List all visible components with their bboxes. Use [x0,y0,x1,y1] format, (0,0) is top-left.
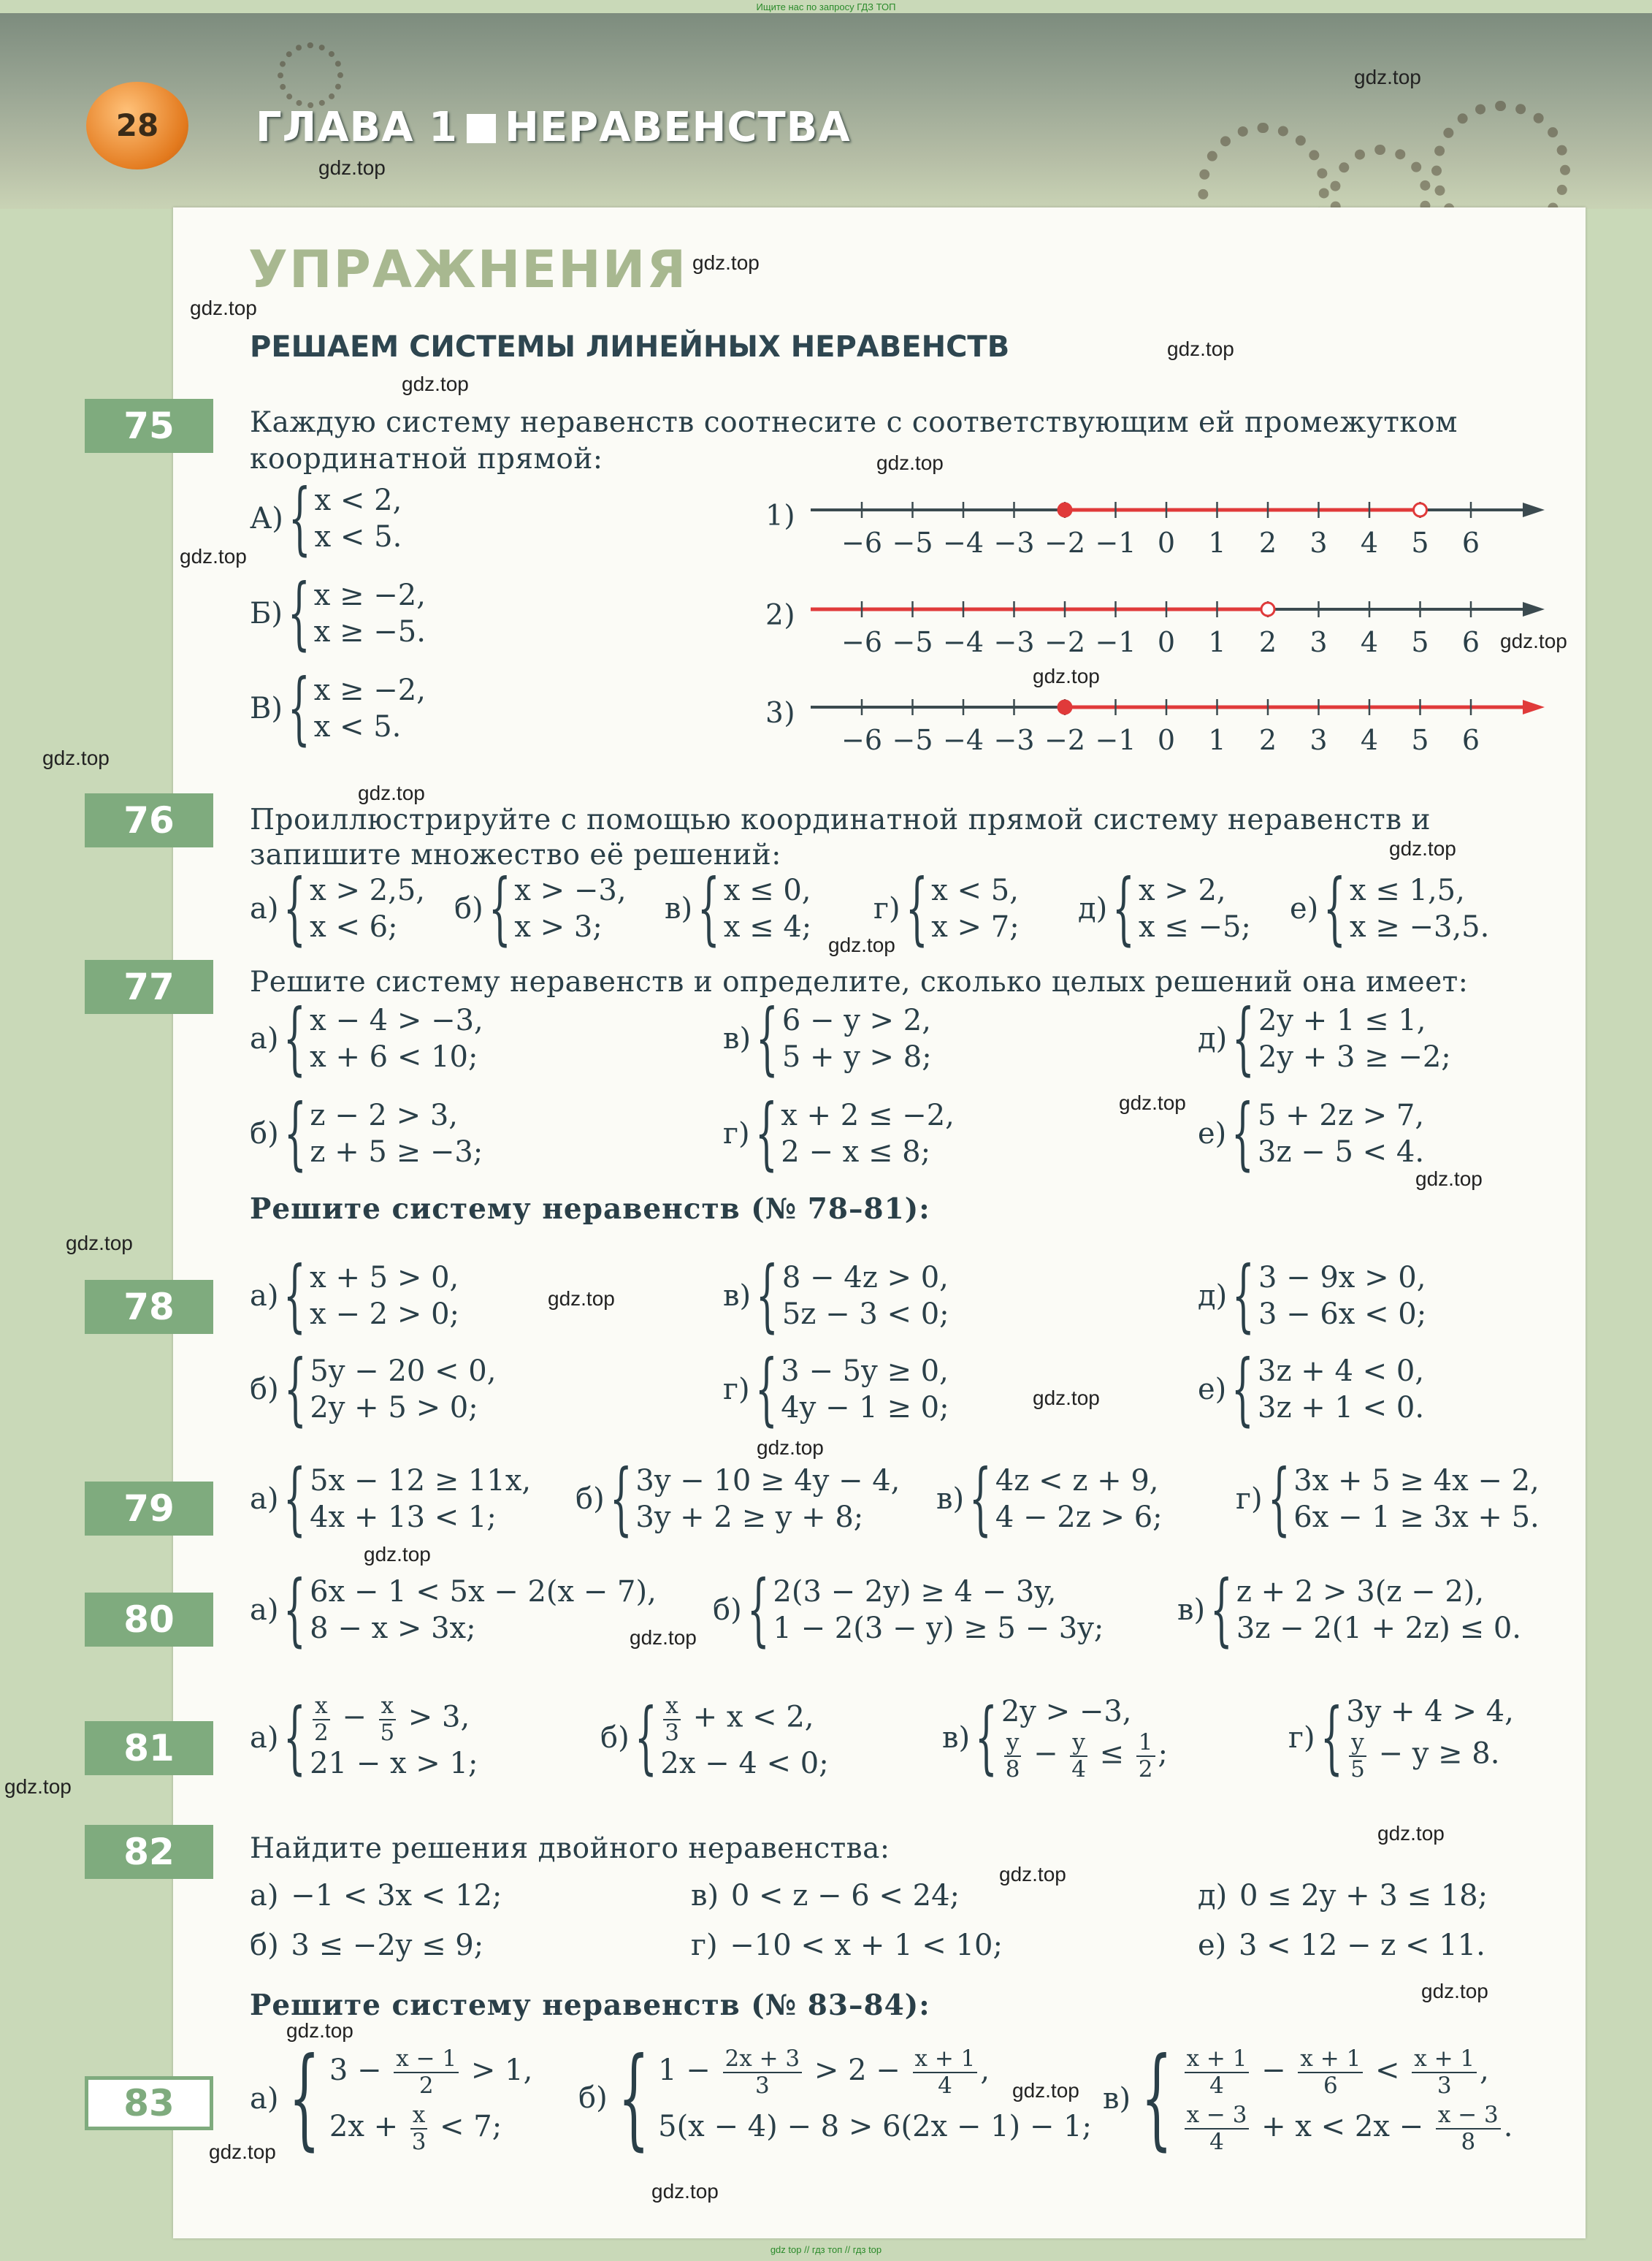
exercise-number-81: 81 [85,1721,213,1775]
open-point [1414,503,1427,516]
number-line-2 [811,589,1556,669]
ex77-text: Решите систему неравенств и определите, сколько целых решений она имеет: [250,966,1469,999]
ex76-item-a: а) { x > 2,5, x < 6; [250,863,426,955]
tick-label: 2 [1258,724,1277,756]
tick-label: −1 [1095,527,1136,559]
tick-label: 4 [1360,626,1379,658]
ex75-system-b: Б) { x ≥ −2, x ≥ −5. [250,568,426,660]
tick-label: 3 [1309,626,1328,658]
ex77-item-v: в) { 6 − y > 2, 5 + y > 8; [723,993,932,1085]
ex76-item-d: д) { x > 2, x ≤ −5; [1078,863,1251,955]
exercise-number-79: 79 [85,1482,213,1536]
watermark: gdz.top [757,1436,824,1459]
ex78-item-e: е) { 3z + 4 < 0, 3z + 1 < 0. [1198,1343,1425,1435]
ex81-item-v: в) { 2y > −3, $\frac{y}{8}$ − $\frac{y}{4}$ ≤ $\frac{1}{2}$ ; [942,1692,1168,1784]
ex75-text-2: координатной прямой: [250,443,603,476]
closed-point [1058,701,1071,714]
watermark: gdz.top [358,782,425,804]
exercise-number-80: 80 [85,1593,213,1647]
watermark: gdz.top [1119,1091,1186,1114]
tick-label: −3 [993,626,1035,658]
ex76-item-v: в) { x ≤ 0, x ≤ 4; [665,863,812,955]
watermark: gdz.top [651,2180,719,2203]
square-icon [467,114,496,143]
tick-label: −6 [841,527,883,559]
watermark: gdz.top [190,297,257,319]
top-note: Ищите нас по запросу ГДЗ ТОП [756,1,896,12]
watermark: gdz.top [4,1775,72,1798]
tick-label: −2 [1044,527,1086,559]
gear-icon [1329,145,1431,209]
ex83-item-a: а) { 3 − $\frac{x - 1}{2}$ > 1, 2x + $\frac{x}{3}$ < 7; [250,2035,533,2162]
number-line-label-3: 3) [765,697,796,730]
watermark: gdz.top [1415,1167,1483,1190]
chapter-title [256,104,851,151]
tick-label: −4 [942,724,984,756]
ex80-item-v: в) { z + 2 > 3(z − 2), 3z − 2(1 + 2z) ≤ 0. [1177,1564,1521,1656]
tick-label: 1 [1208,527,1226,559]
ex77-item-g: г) { x + 2 ≤ −2, 2 − x ≤ 8; [723,1088,955,1180]
bottom-note: gdz top // гдз топ // гдз top [770,2244,882,2255]
watermark: gdz.top [180,545,247,568]
tick-label: 1 [1208,626,1226,658]
ex81-item-b: б) { $\frac{x}{3}$ + x < 2, 2x − 4 < 0; [600,1692,829,1784]
number-line-label-1: 1) [765,500,796,533]
watermark: gdz.top [1033,665,1100,687]
ex79-item-v: в) { 4z < z + 9, 4 − 2z > 6; [936,1453,1163,1545]
tick-label: 0 [1157,527,1176,559]
ex82-item-b: б) 3 ≤ −2y ≤ 9; [250,1929,484,1962]
arrow-icon [1523,503,1545,517]
tick-label: 5 [1411,626,1429,658]
ex75-system-a: А) { x < 2, x < 5. [250,473,402,565]
tick-label: 6 [1461,724,1480,756]
tick-label: −1 [1095,626,1136,658]
gear-icon [278,42,343,108]
watermark: gdz.top [692,251,760,274]
ex78-item-v: в) { 8 − 4z > 0, 5z − 3 < 0; [723,1250,949,1342]
watermark: gdz.top [548,1287,615,1310]
ex82-item-e: е) 3 < 12 − z < 11. [1198,1929,1485,1962]
watermark: gdz.top [1389,837,1456,860]
ex76-item-e: е) { x ≤ 1,5, x ≥ −3,5. [1290,863,1490,955]
exercise-number-82: 82 [85,1825,213,1879]
exercise-number-77: 77 [85,960,213,1014]
subsection-title: РЕШАЕМ СИСТЕМЫ ЛИНЕЙНЫХ НЕРАВЕНСТВ [250,330,1010,364]
open-point [1261,603,1274,616]
watermark: gdz.top [209,2140,276,2163]
tick-label: 6 [1461,626,1480,658]
tick-label: 1 [1208,724,1226,756]
watermark: gdz.top [42,747,110,769]
watermark: gdz.top [66,1232,133,1254]
tick-label: −5 [892,724,933,756]
tick-label: −2 [1044,724,1086,756]
ex82-item-v: в) 0 < z − 6 < 24; [691,1879,960,1913]
watermark: gdz.top [828,934,895,956]
ex81-item-a: а) { $\frac{x}{2}$ − $\frac{x}{5}$ > 3, 21 − x > 1; [250,1692,478,1784]
ex80-item-a: а) { 6x − 1 < 5x − 2(x − 7), 8 − x > 3x; [250,1564,657,1656]
watermark: gdz.top [1421,1980,1488,2002]
tick-label: 3 [1309,527,1328,559]
tick-label: 2 [1258,626,1277,658]
tick-label: 0 [1157,626,1176,658]
ex77-item-e: е) { 5 + 2z > 7, 3z − 5 < 4. [1198,1088,1425,1180]
tick-label: −2 [1044,626,1086,658]
tick-label: 2 [1258,527,1277,559]
tick-label: −5 [892,626,933,658]
watermark: gdz.top [402,373,469,395]
tick-label: −1 [1095,724,1136,756]
ex78-item-a: а) { x + 5 > 0, x − 2 > 0; [250,1250,459,1342]
chapter-prefix: ГЛАВА 1 [256,104,459,151]
tick-label: −4 [942,527,984,559]
ex82-text: Найдите решения двойного неравенства: [250,1832,890,1865]
heading-78-81: Решите систему неравенств (№ 78–81): [250,1192,930,1226]
gear-icon [1198,123,1329,209]
tick-label: 5 [1411,527,1429,559]
ex82-item-g: г) −10 < x + 1 < 10; [691,1929,1003,1962]
ex78-item-d: д) { 3 − 9x > 0, 3 − 6x < 0; [1198,1250,1427,1342]
chapter-name: НЕРАВЕНСТВА [505,104,851,151]
tick-label: 6 [1461,527,1480,559]
ex81-item-g: г) { 3y + 4 > 4, $\frac{y}{5}$ − y ≥ 8. [1288,1692,1514,1784]
exercise-number-83: 83 [85,2076,213,2130]
tick-label: −6 [841,626,883,658]
tick-label: −3 [993,724,1035,756]
watermark: gdz.top [1167,338,1234,360]
watermark: gdz.top [1033,1387,1100,1409]
watermark: gdz.top [318,156,386,179]
tick-label: 5 [1411,724,1429,756]
arrow-icon [1523,700,1545,714]
ex78-item-g: г) { 3 − 5y ≥ 0, 4y − 1 ≥ 0; [723,1343,949,1435]
gear-icon [1431,101,1570,209]
watermark: gdz.top [286,2019,353,2042]
tick-label: −4 [942,626,984,658]
exercise-number-76: 76 [85,793,213,847]
number-line-label-2: 2) [765,599,796,632]
section-title: УПРАЖНЕНИЯ [248,240,688,300]
tick-label: 4 [1360,527,1379,559]
tick-label: −3 [993,527,1035,559]
watermark: gdz.top [630,1626,697,1649]
ex75-text: Каждую систему неравенств соотнесите с соответствующим ей промежутком [250,406,1458,439]
tick-label: −5 [892,527,933,559]
number-line-3 [811,687,1556,767]
number-line-1 [811,489,1556,570]
ex79-item-g: г) { 3x + 5 ≥ 4x − 2, 6x − 1 ≥ 3x + 5. [1236,1453,1540,1545]
closed-point [1058,503,1071,516]
ex76-text: Проиллюстрируйте с помощью координатной прямой систему неравенств и [250,804,1431,836]
ex76-text-2: запишите множество её решений: [250,839,781,872]
watermark: gdz.top [1354,66,1421,88]
heading-83-84: Решите систему неравенств (№ 83–84): [250,1989,930,2022]
tick-label: 3 [1309,724,1328,756]
watermark: gdz.top [876,451,944,474]
ex77-item-d: д) { 2y + 1 ≤ 1, 2y + 3 ≥ −2; [1198,993,1451,1085]
ex83-item-b: б) { 1 − $\frac{2x + 3}{3}$ > 2 − $\frac{x + 1}{4}$ , 5(x − 4) − 8 > 6(2x − 1) − 1; [578,2034,1093,2162]
ex78-item-b: б) { 5y − 20 < 0, 2y + 5 > 0; [250,1343,497,1435]
ex79-item-a: а) { 5x − 12 ≥ 11x, 4x + 13 < 1; [250,1453,532,1545]
ex83-item-v: в) { $\frac{x + 1}{4}$ − $\frac{x + 1}{6}$ < $\frac{x + 1}{3}$ , $\frac{x - 3}{4}$ + x < 2x − $\frac{x - 3}{8}$ . [1103,2035,1513,2162]
ex76-item-b: б) { x > −3, x > 3; [454,863,627,955]
tick-label: −6 [841,724,883,756]
watermark: gdz.top [999,1863,1066,1886]
watermark: gdz.top [364,1543,431,1566]
ex82-item-d: д) 0 ≤ 2y + 3 ≤ 18; [1198,1879,1488,1913]
arrow-icon [1523,602,1545,617]
ex79-item-b: б) { 3y − 10 ≥ 4y − 4, 3y + 2 ≥ y + 8; [575,1453,900,1545]
exercise-number-78: 78 [85,1280,213,1334]
ex76-item-g: г) { x < 5, x > 7; [873,863,1020,955]
ex80-item-b: б) { 2(3 − 2y) ≥ 4 − 3y, 1 − 2(3 − y) ≥ 5 − 3y; [713,1564,1104,1656]
watermark: gdz.top [1012,2079,1079,2102]
watermark: gdz.top [1377,1822,1445,1845]
ex77-item-b: б) { z − 2 > 3, z + 5 ≥ −3; [250,1088,483,1180]
tick-label: 4 [1360,724,1379,756]
exercise-number-75: 75 [85,399,213,453]
ex75-system-v: В) { x ≥ −2, x < 5. [250,663,426,755]
watermark: gdz.top [1500,630,1567,652]
ex82-item-a: а) −1 < 3x < 12; [250,1879,502,1913]
ex77-item-a: а) { x − 4 > −3, x + 6 < 10; [250,993,483,1085]
page-number: 28 [86,82,188,169]
tick-label: 0 [1157,724,1176,756]
